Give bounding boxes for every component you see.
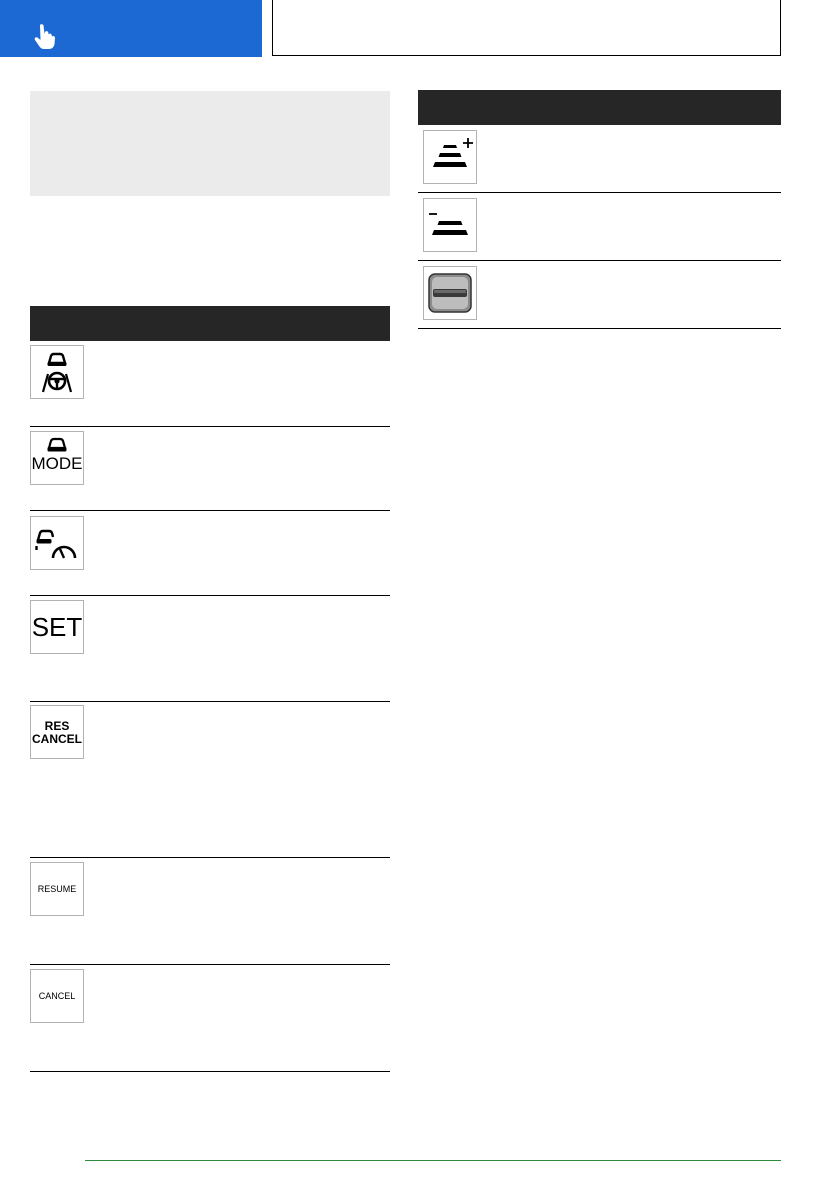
vehicle-speedometer-icon (30, 516, 84, 570)
chapter-tab (0, 0, 262, 57)
resume-icon (30, 862, 84, 916)
left-table-header (30, 306, 390, 341)
set-icon (30, 600, 84, 654)
row-divider (30, 426, 390, 427)
right-table-header (418, 90, 781, 125)
note-box (30, 91, 390, 196)
res-cancel-icon (30, 705, 84, 759)
resume-label: RESUME (37, 883, 77, 894)
cancel-sub-label: CANCEL (32, 731, 82, 746)
hand-pointer-icon (30, 23, 60, 51)
set-label: SET (31, 612, 83, 642)
res-label: RES (44, 718, 70, 733)
mode-label: MODE (31, 454, 83, 473)
cancel-icon (30, 969, 84, 1023)
row-divider (418, 192, 781, 193)
distance-increase-icon (423, 130, 477, 184)
driver-assistance-steering-icon (30, 345, 84, 399)
distance-decrease-icon (423, 198, 477, 252)
mode-icon (30, 431, 84, 485)
row-divider (418, 260, 781, 261)
row-divider (30, 964, 390, 965)
row-divider (30, 701, 390, 702)
row-divider (30, 857, 390, 858)
header-title-box (272, 0, 781, 56)
row-divider (418, 328, 781, 329)
row-divider (30, 510, 390, 511)
row-divider (30, 1071, 390, 1072)
footer-rule (85, 1160, 781, 1161)
row-divider (30, 595, 390, 596)
rocker-switch-icon (423, 266, 477, 320)
cancel-label: CANCEL (38, 990, 76, 1001)
